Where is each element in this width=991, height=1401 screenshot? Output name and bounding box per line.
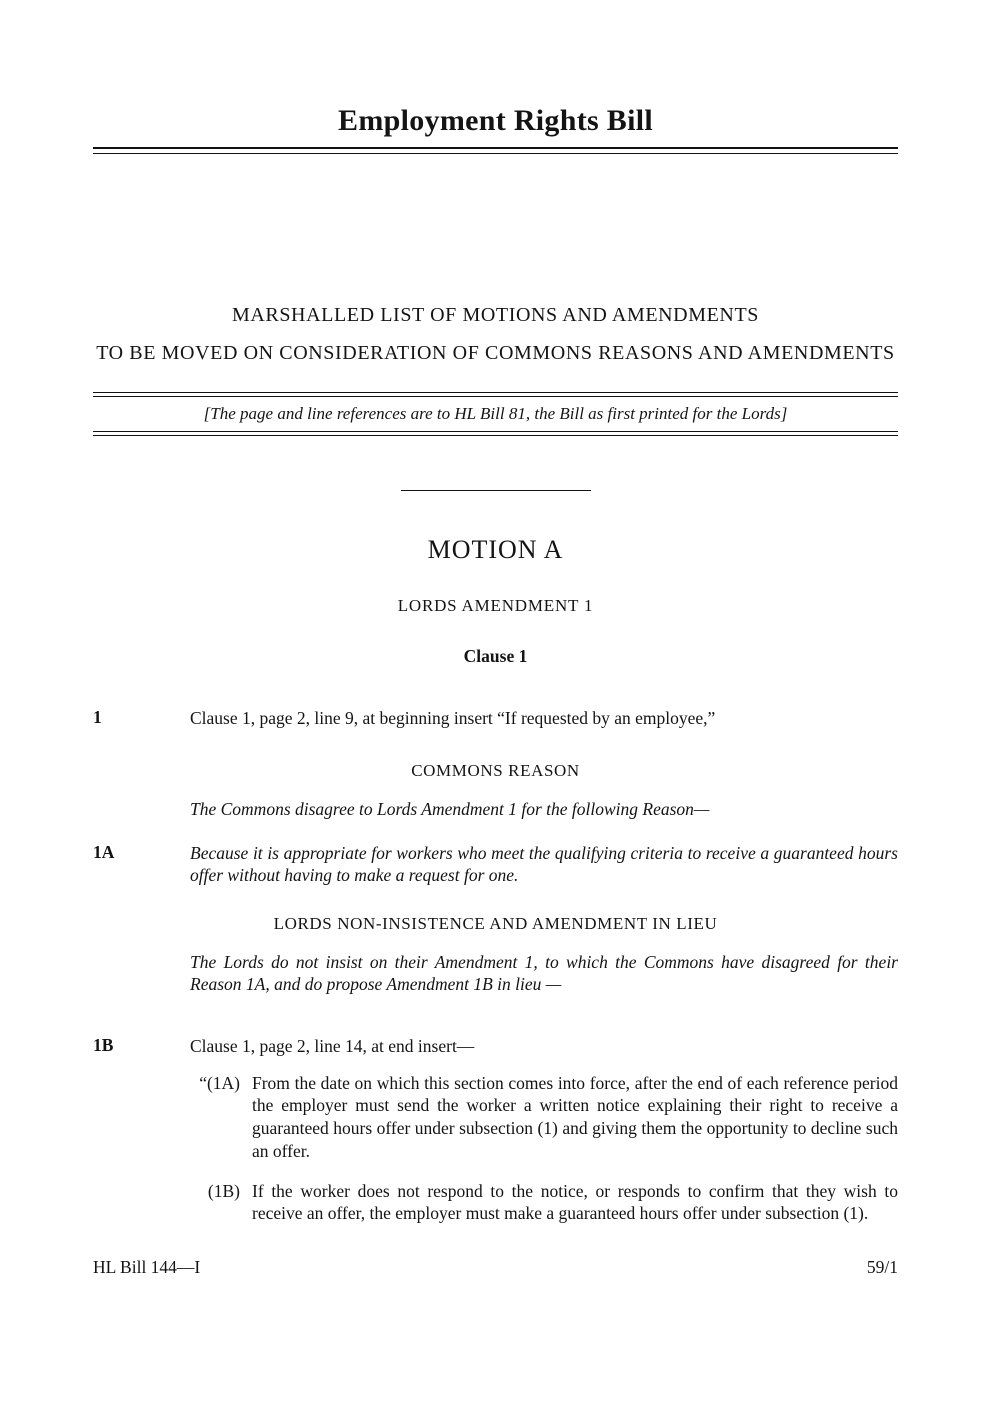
subsection-1a-text: From the date on which this section comes into force, after the end of each reference period the employer must send the worker a written notice explaining their right to receive a guaranteed hours offer under subsection (1) and giving them the opportunity to decline such an offer. [252, 1072, 898, 1161]
amendment-1a-row [93, 842, 898, 887]
amendment-1-number: 1 [93, 707, 102, 727]
reference-note-rule-top [93, 392, 898, 397]
amendment-1b-body [190, 1035, 898, 1225]
subsection-1b [190, 1180, 898, 1226]
commons-reason-heading: COMMONS REASON [411, 761, 580, 781]
marshalled-list-heading: MARSHALLED LIST OF MOTIONS AND AMENDMENTS [231, 304, 760, 326]
document-title: Employment Rights Bill [338, 104, 653, 137]
amendment-1b-number: 1B [93, 1035, 114, 1056]
amendment-1a-text: Because it is appropriate for workers who meet the qualifying criteria to receive a guaranteed hours offer without having to make a request for one. [190, 842, 898, 886]
document-content [0, 104, 991, 1225]
section-divider-rule [401, 490, 591, 491]
clause-heading: Clause 1 [463, 646, 528, 666]
reference-note: [The page and line references are to HL Bill 81, the Bill as first printed for the Lords] [203, 404, 788, 423]
commons-reason-intro: The Commons disagree to Lords Amendment 1 for the following Reason— [190, 799, 710, 820]
amendment-1a-number: 1A [93, 841, 115, 862]
consideration-heading: TO BE MOVED ON CONSIDERATION OF COMMONS REASONS AND AMENDMENTS [96, 342, 895, 364]
subsection-1b-label: (1B) [207, 1180, 240, 1201]
amendment-1b-row [93, 1035, 898, 1225]
lords-amendment-subtitle: LORDS AMENDMENT 1 [397, 596, 594, 615]
subsection-1a-label: “(1A) [199, 1072, 240, 1093]
subsection-1a [190, 1072, 898, 1163]
title-rule [93, 147, 898, 154]
amendment-1b-text: Clause 1, page 2, line 14, at end insert— [190, 1036, 475, 1057]
footer-page-number: 59/1 [866, 1257, 898, 1277]
amendment-1-row [93, 707, 898, 729]
footer-bill-number: HL Bill 144—I [93, 1257, 201, 1277]
motion-a-title: MOTION A [427, 535, 564, 564]
lords-non-insistence-heading: LORDS NON-INSISTENCE AND AMENDMENT IN LIEU [273, 913, 718, 933]
amendment-1-text: Clause 1, page 2, line 9, at beginning insert “If requested by an employee,” [190, 708, 716, 728]
page-footer [93, 1257, 898, 1278]
reference-note-rule-bottom [93, 431, 898, 436]
lords-non-insistence-intro: The Lords do not insist on their Amendment 1, to which the Commons have disagreed for their Reason 1A, and do propose Amendment 1B in lieu — [190, 951, 898, 994]
subsection-1b-text: If the worker does not respond to the notice, or responds to confirm that they wish to receive an offer, the employer must make a guaranteed hours offer under subsection (1). [252, 1180, 898, 1224]
